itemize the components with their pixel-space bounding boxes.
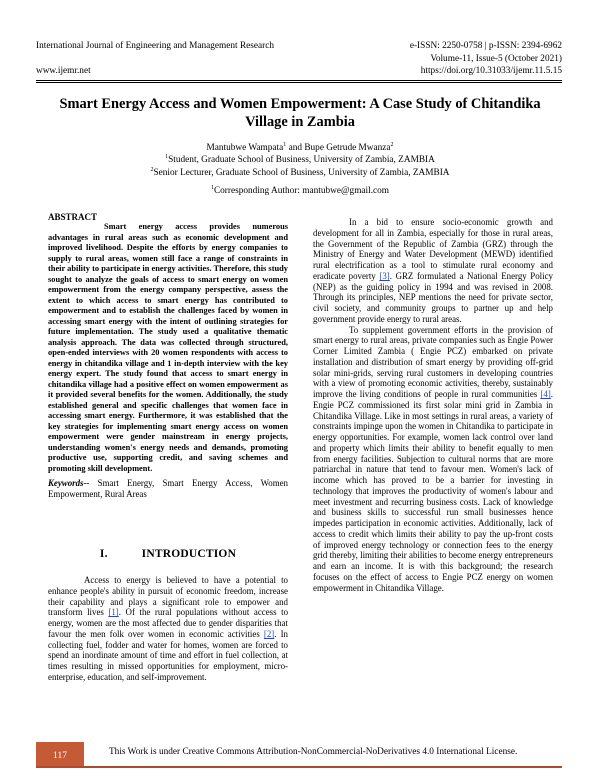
corr-text: Corresponding Author: mantubwe@gmail.com: [213, 186, 390, 196]
license-text: This Work is under Creative Commons Attribution-NonCommercial-NoDerivatives 4.0 International License.: [109, 747, 518, 757]
author-block: [40, 142, 560, 179]
citation-link-4[interactable]: [4]: [540, 389, 551, 399]
abstract-text: [48, 222, 288, 474]
author-2-sup: 2: [390, 141, 394, 148]
affiliation-1-text: Student, Graduate School of Business, University of Zambia, ZAMBIA: [168, 155, 435, 166]
right-p2-a: To supplement government efforts in the provision of smart energy to rural areas, private companies such as Engie Power Corner Limited Zambia ( Engie PCZ) embarked on private installation and distribution of smart energy by providing off-grid solar mini-grids, serving rural customers in developing countries with a view of promoting economic activities, thereby, sustainably improve the living conditions of people in rural communities: [313, 324, 553, 399]
intro-p1-b: . Of the rural populations without access to energy, women are the most affected due to gender disparities that favour the men folk over women in economic activities: [48, 607, 289, 639]
header-divider-2: [36, 82, 562, 83]
section-number: I.: [99, 548, 108, 560]
affiliation-2-text: Senior Lecturer, Graduate School of Business, University of Zambia, ZAMBIA: [153, 167, 450, 178]
header-divider: [36, 80, 562, 81]
doi-link[interactable]: https://doi.org/10.31033/ijemr.11.5.15: [420, 66, 562, 76]
keywords-text: Smart Energy, Smart Energy Access, Women Empowerment, Rural Areas: [48, 478, 288, 499]
author-1-sup: 1: [283, 141, 287, 148]
journal-website-link[interactable]: www.ijemr.net: [36, 66, 91, 76]
affiliation-1: [40, 154, 560, 166]
affiliation-1-sup: 1: [165, 154, 169, 161]
corr-sup: 1: [210, 184, 214, 191]
citation-link-1[interactable]: [1]: [108, 607, 119, 618]
volume-issue: Volume-11, Issue-5 (October 2021): [430, 54, 562, 64]
keywords: [48, 478, 288, 500]
affiliation-2: [40, 167, 560, 179]
right-p2-b: . Engie PCZ commissioned its first solar mini grid in Zambia in Chitandika Village. Like in most settings in rural areas, a variety of constraints impinge upon the women in Chitandika to participate in energy opportunities. For example, women lack control over land and property which limits their ability to benefit equally to men from energy facilities. Subjection to cultural norms that are more patriarchal in nature that tend to favour men. Women's lack of income which has proved to be a barrier for investing in technology that improves the productivity of women's labour and meet investment and recurring business costs. Lack of knowledge and business skills to successful run small businesses hence impedes participation in economic activities. Additionally, lack of access to credit which limits their ability to pay the up-front costs of improved energy technology or connection fees to the energy grid thereby, limiting their abilities to become energy entrepreneurs and earn an income. It is with this background; the research focuses on the effect of access to Engie PCZ energy on women empowerment in Chitandika Village.: [313, 389, 553, 593]
right-paragraph-2: [313, 325, 553, 594]
abstract-heading: ABSTRACT: [48, 212, 98, 222]
right-column-text: [313, 217, 553, 593]
intro-p1-c: . In collecting fuel, fodder and water for homes, women are forced to spend an inordinate amount of time and effort in fuel collection, at times resulting in missed opportunities for employment, micro-enterprise, education, and self-improvement.: [48, 628, 288, 682]
intro-paragraph-1: [48, 575, 288, 683]
corresponding-author: [40, 186, 560, 196]
paper-title: Smart Energy Access and Women Empowerment: A Case Study of Chitandika Village in Zambia: [59, 96, 541, 130]
journal-name: International Journal of Engineering and Management Research: [36, 41, 275, 51]
right-p1-a: In a bid to ensure socio-economic growth and development for all in Zambia, especially for those in rural areas, the Government of the Republic of Zambia (GRZ) through the Ministry of Energy and Water Development (MEWD) identified rural electrification as a tool to stimulate rural economy and eradicate poverty: [313, 217, 553, 281]
author-names: [40, 142, 560, 154]
right-p1-b: . GRZ formulated a National Energy Policy (NEP) as the guiding policy in 1994 and was revised in 2008. Through its principles, NEP mentions the need for private sector, civil society, and community groups to partner up and help government provide energy to rural areas.: [313, 270, 553, 324]
affiliation-2-sup: 2: [150, 166, 154, 173]
section-title: INTRODUCTION: [141, 548, 237, 560]
author-2: and Bupe Getrude Mwanza: [286, 143, 391, 153]
abstract-body: Smart energy access provides numerous advantages in rural areas such as economic development and improved livelihood. Despite the efforts by energy companies to supply to rural areas, women still face a range of constraints in their ability to participate in energy activities. Therefore, this study sought to analyze the goals of access to smart energy on women empowerment from the energy company perspective, assess the extent to which access to smart energy has contributed to empowerment and to establish the challenges faced by women in accessing smart energy with the intent of outlining strategies for future implementation. The study used a qualitative thematic analysis approach. The data was collected through structured, open-ended interviews with 20 women respondents with access to energy in chitandika village and 1 in-depth interview with the key energy expert. The study found that access to smart energy in chitandika village had a positive effect on women empowerment as it provided several benefits for the women. Additionally, the study established general and specific challenges that women face in accessing smart energy. Furthermore, it was established that the key strategies for implementing smart energy access on women empowerment were gender mainstream in energy projects, understanding women's energy needs and demands, promoting productive use, supporting credit, and saving schemes and promoting skill development.: [48, 222, 288, 473]
intro-p1-a: Access to energy is believed to have a potential to enhance people's ability in pursuit of economic freedom, increase their capability and plays a significant role to empower and transform lives: [48, 575, 288, 618]
section-heading-introduction: [48, 548, 288, 560]
citation-link-3[interactable]: [3]: [379, 270, 390, 281]
introduction-text: [48, 575, 288, 683]
footer-divider: [36, 766, 562, 768]
keywords-label: Keywords--: [48, 478, 90, 488]
page-number: 117: [36, 742, 84, 766]
right-paragraph-1: [313, 217, 553, 325]
issn: e-ISSN: 2250-0758 | p-ISSN: 2394-6962: [409, 41, 562, 51]
citation-link-2[interactable]: [2]: [263, 628, 275, 639]
author-1: Mantubwe Wampata: [206, 143, 284, 153]
